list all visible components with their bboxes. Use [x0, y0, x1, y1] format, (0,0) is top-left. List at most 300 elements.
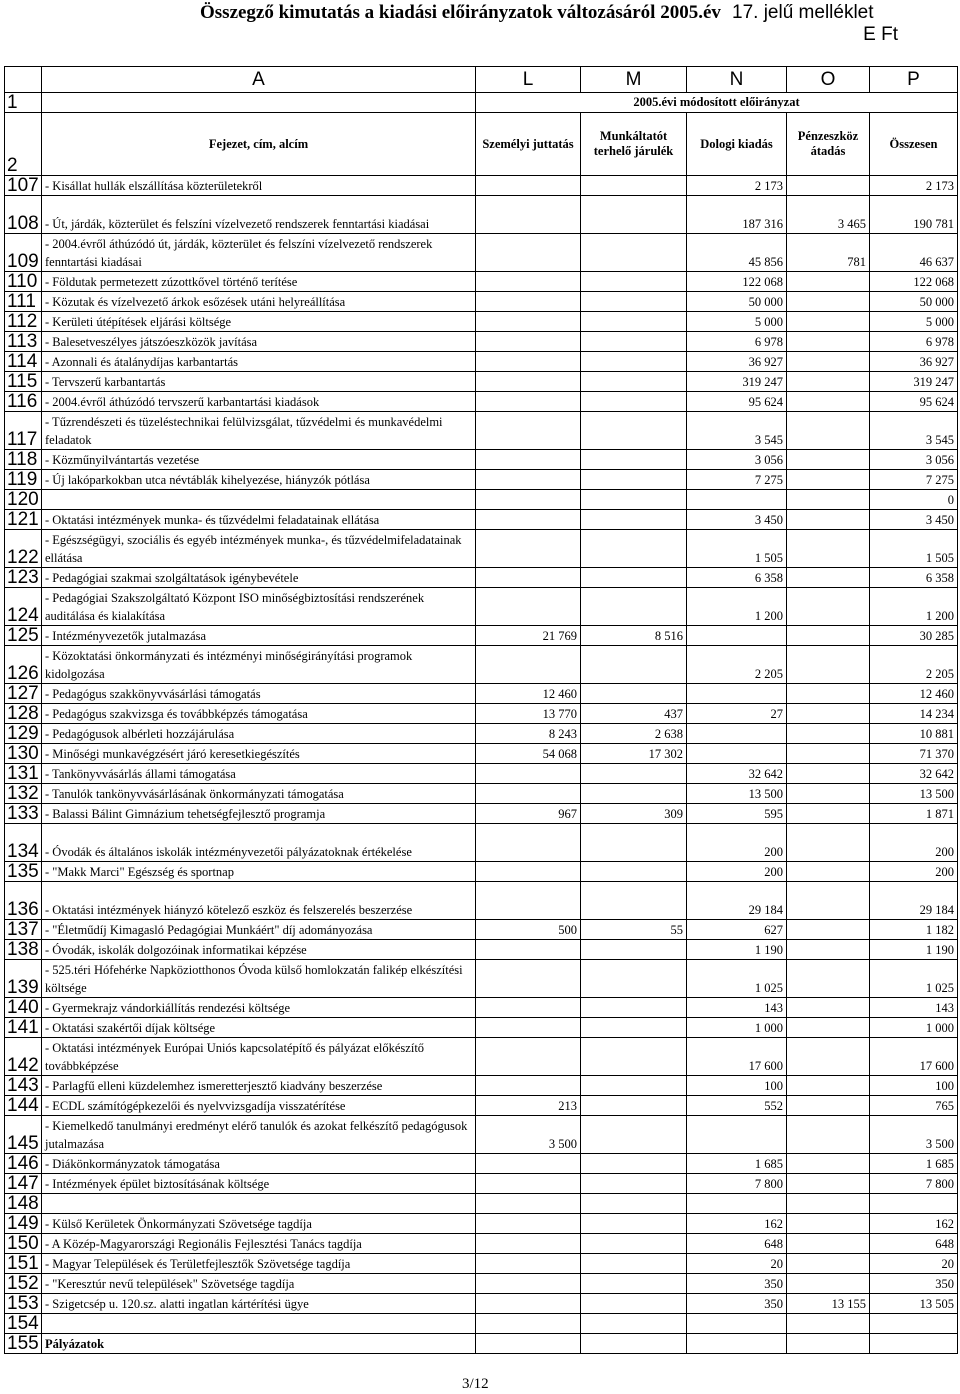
value-cell-o: [787, 646, 870, 684]
column-letter-row: [5, 67, 958, 93]
value-cell-o: 781: [787, 234, 870, 272]
value-cell-o: [787, 392, 870, 412]
value-cell-p: [870, 1314, 958, 1334]
value-cell-l: [476, 1294, 581, 1314]
table-row: [5, 272, 958, 292]
value-cell-m: [581, 352, 687, 372]
value-cell-o: [787, 684, 870, 704]
row-number: 147: [5, 1174, 42, 1194]
value-cell-m: [581, 470, 687, 490]
value-cell-l: [476, 998, 581, 1018]
value-cell-o: [787, 1334, 870, 1354]
value-cell-p: 162: [870, 1214, 958, 1234]
value-cell-n: [687, 684, 787, 704]
value-cell-m: [581, 332, 687, 352]
value-cell-p: 36 927: [870, 352, 958, 372]
band-empty-cell: [42, 93, 476, 113]
value-cell-n: 45 856: [687, 234, 787, 272]
row-number: 146: [5, 1154, 42, 1174]
value-cell-l: [476, 1254, 581, 1274]
row-number: 112: [5, 312, 42, 332]
row-number: 153: [5, 1294, 42, 1314]
value-cell-p: 1 190: [870, 940, 958, 960]
table-row: [5, 1076, 958, 1096]
value-cell-l: [476, 1314, 581, 1334]
value-cell-p: 7 800: [870, 1174, 958, 1194]
row-title: - Minőségi munkavégzésért járó keresetkiegészítés: [42, 744, 476, 764]
row-number: 139: [5, 960, 42, 998]
value-cell-m: [581, 960, 687, 998]
table-row: [5, 530, 958, 568]
value-cell-n: 29 184: [687, 882, 787, 920]
value-cell-o: [787, 1314, 870, 1334]
value-cell-m: [581, 272, 687, 292]
header-chapter: Fejezet, cím, alcím: [42, 113, 476, 176]
row-number: 124: [5, 588, 42, 626]
row-title: - "Keresztúr nevű települések" Szövetsége tagdíja: [42, 1274, 476, 1294]
value-cell-m: [581, 1076, 687, 1096]
table-row: [5, 234, 958, 272]
value-cell-o: [787, 1154, 870, 1174]
value-cell-p: 1 182: [870, 920, 958, 940]
value-cell-o: [787, 372, 870, 392]
row-number: 113: [5, 332, 42, 352]
value-cell-p: 1 025: [870, 960, 958, 998]
value-cell-p: 3 545: [870, 412, 958, 450]
value-cell-p: 20: [870, 1254, 958, 1274]
value-cell-n: 200: [687, 862, 787, 882]
value-cell-o: [787, 960, 870, 998]
table-row: [5, 1038, 958, 1076]
row-title: - 525.téri Hófehérke Napköziotthonos Óvoda külső homlokzatán falikép elkészítési költsége: [42, 960, 476, 998]
value-cell-l: [476, 332, 581, 352]
value-cell-o: 13 155: [787, 1294, 870, 1314]
value-cell-l: 213: [476, 1096, 581, 1116]
value-cell-m: [581, 1174, 687, 1194]
value-cell-p: 1 505: [870, 530, 958, 568]
value-cell-p: 190 781: [870, 196, 958, 234]
row-title: - Azonnali és átalánydíjas karbantartás: [42, 352, 476, 372]
value-cell-m: [581, 372, 687, 392]
value-cell-l: [476, 292, 581, 312]
value-cell-o: [787, 704, 870, 724]
value-cell-n: 319 247: [687, 372, 787, 392]
table-row: [5, 470, 958, 490]
value-cell-n: 3 450: [687, 510, 787, 530]
value-cell-n: 350: [687, 1274, 787, 1294]
value-cell-l: [476, 196, 581, 234]
row-title: - Intézményvezetők jutalmazása: [42, 626, 476, 646]
table-row: [5, 1314, 958, 1334]
value-cell-o: [787, 724, 870, 744]
row-title: - A Közép-Magyarországi Regionális Fejlesztési Tanács tagdíja: [42, 1234, 476, 1254]
row-title: - Egészségügyi, szociális és egyéb intézmények munka-, és tűzvédelmifeladatainak ellátása: [42, 530, 476, 568]
value-cell-p: [870, 1334, 958, 1354]
value-cell-l: [476, 940, 581, 960]
row-title: - "Életműdíj Kimagasló Pedagógiai Munkáért" díj adományozása: [42, 920, 476, 940]
row-number: 135: [5, 862, 42, 882]
value-cell-l: 500: [476, 920, 581, 940]
row-number: 107: [5, 176, 42, 196]
table-row: [5, 490, 958, 510]
value-cell-o: [787, 470, 870, 490]
value-cell-m: [581, 1214, 687, 1234]
table-row: [5, 392, 958, 412]
value-cell-l: [476, 530, 581, 568]
header-contribution: Munkáltatót terhelő járulék: [581, 113, 687, 176]
value-cell-n: 7 275: [687, 470, 787, 490]
row-number: 137: [5, 920, 42, 940]
value-cell-n: 17 600: [687, 1038, 787, 1076]
value-cell-o: [787, 1254, 870, 1274]
value-cell-n: 100: [687, 1076, 787, 1096]
value-cell-l: [476, 412, 581, 450]
value-cell-o: 3 465: [787, 196, 870, 234]
row-number: 144: [5, 1096, 42, 1116]
row-number: 121: [5, 510, 42, 530]
header-row: [5, 113, 958, 176]
row-title: - Balesetveszélyes játszóeszközök javítása: [42, 332, 476, 352]
row-number: 108: [5, 196, 42, 234]
value-cell-o: [787, 568, 870, 588]
row-number: 152: [5, 1274, 42, 1294]
value-cell-p: 6 978: [870, 332, 958, 352]
value-cell-m: [581, 412, 687, 450]
value-cell-n: 1 025: [687, 960, 787, 998]
value-cell-l: [476, 1274, 581, 1294]
column-letter-l: L: [476, 67, 581, 93]
value-cell-l: 54 068: [476, 744, 581, 764]
value-cell-p: 95 624: [870, 392, 958, 412]
column-letter-o: O: [787, 67, 870, 93]
row-title: - Pedagógusok albérleti hozzájárulása: [42, 724, 476, 744]
value-cell-o: [787, 920, 870, 940]
value-cell-l: 12 460: [476, 684, 581, 704]
value-cell-l: [476, 176, 581, 196]
row-title: - Óvodák és általános iskolák intézményvezetői pályázatoknak értékelése: [42, 824, 476, 862]
value-cell-n: [687, 626, 787, 646]
row-title: - Kisállat hullák elszállítása közterületekről: [42, 176, 476, 196]
value-cell-p: 3 500: [870, 1116, 958, 1154]
value-cell-l: [476, 1154, 581, 1174]
value-cell-o: [787, 292, 870, 312]
row-title: - Óvodák, iskolák dolgozóinak informatikai képzése: [42, 940, 476, 960]
value-cell-o: [787, 530, 870, 568]
table-row: [5, 1194, 958, 1214]
value-cell-l: 21 769: [476, 626, 581, 646]
row-title: - Gyermekrajz vándorkiállítás rendezési költsége: [42, 998, 476, 1018]
value-cell-l: [476, 352, 581, 372]
row-title: - "Makk Marci" Egészség és sportnap: [42, 862, 476, 882]
row-title: - 2004.évről áthúzódó tervszerű karbantartási kiadások: [42, 392, 476, 412]
header-total: Összesen: [870, 113, 958, 176]
value-cell-l: [476, 490, 581, 510]
table-row: [5, 1254, 958, 1274]
value-cell-p: 3 450: [870, 510, 958, 530]
value-cell-l: [476, 1194, 581, 1214]
value-cell-m: [581, 1274, 687, 1294]
table-row: [5, 862, 958, 882]
value-cell-m: [581, 824, 687, 862]
value-cell-p: 29 184: [870, 882, 958, 920]
row-number: 149: [5, 1214, 42, 1234]
value-cell-m: [581, 392, 687, 412]
value-cell-n: 20: [687, 1254, 787, 1274]
value-cell-m: [581, 646, 687, 684]
value-cell-n: [687, 490, 787, 510]
header-material: Dologi kiadás: [687, 113, 787, 176]
value-cell-o: [787, 1038, 870, 1076]
value-cell-p: 6 358: [870, 568, 958, 588]
value-cell-n: 1 685: [687, 1154, 787, 1174]
row-number: 129: [5, 724, 42, 744]
value-cell-m: [581, 764, 687, 784]
value-cell-p: 200: [870, 862, 958, 882]
table-row: [5, 196, 958, 234]
value-cell-l: 8 243: [476, 724, 581, 744]
value-cell-p: 143: [870, 998, 958, 1018]
row-title: - Pedagógus szakkönyvvásárlási támogatás: [42, 684, 476, 704]
table-row: [5, 646, 958, 684]
row-title: - Közoktatási önkormányzati és intézményi minőségirányítási programok kidolgozása: [42, 646, 476, 684]
row-title: - Intézmények épület biztosításának költsége: [42, 1174, 476, 1194]
value-cell-l: [476, 1234, 581, 1254]
row-title: [42, 1314, 476, 1334]
value-cell-m: [581, 588, 687, 626]
table-row: [5, 332, 958, 352]
table-row: [5, 1018, 958, 1038]
band-label: 2005.évi módosított előirányzat: [476, 93, 958, 113]
row-title: - Oktatási szakértői díjak költsége: [42, 1018, 476, 1038]
value-cell-p: 13 505: [870, 1294, 958, 1314]
value-cell-n: [687, 1314, 787, 1334]
row-number: 132: [5, 784, 42, 804]
row-title: - Parlagfű elleni küzdelemhez ismeretterjesztő kiadvány beszerzése: [42, 1076, 476, 1096]
value-cell-o: [787, 490, 870, 510]
value-cell-p: 50 000: [870, 292, 958, 312]
row-number: 115: [5, 372, 42, 392]
row-number: 134: [5, 824, 42, 862]
value-cell-n: 187 316: [687, 196, 787, 234]
table-row: [5, 372, 958, 392]
value-cell-l: [476, 568, 581, 588]
table-row: [5, 588, 958, 626]
value-cell-p: 17 600: [870, 1038, 958, 1076]
row-title: - Pedagógiai Szakszolgáltató Központ ISO minőségbiztosítási rendszerének auditálása és kialakítása: [42, 588, 476, 626]
value-cell-m: [581, 1314, 687, 1334]
value-cell-m: [581, 684, 687, 704]
row-title: - Közutak és vízelvezető árkok esőzések utáni helyreállítása: [42, 292, 476, 312]
row-title: - Pedagógus szakvizsga és továbbképzés támogatása: [42, 704, 476, 724]
value-cell-p: 1 871: [870, 804, 958, 824]
value-cell-o: [787, 940, 870, 960]
column-letter-a: A: [42, 67, 476, 93]
value-cell-o: [787, 626, 870, 646]
value-cell-l: [476, 312, 581, 332]
value-cell-o: [787, 882, 870, 920]
table-row: [5, 920, 958, 940]
row-title: - Kiemelkedő tanulmányi eredményt elérő tanulók és azokat felkészítő pedagógusok jutalmazása: [42, 1116, 476, 1154]
value-cell-o: [787, 1214, 870, 1234]
table-row: [5, 1154, 958, 1174]
value-cell-m: [581, 1116, 687, 1154]
value-cell-p: 1 685: [870, 1154, 958, 1174]
value-cell-m: [581, 530, 687, 568]
page-number: 3/12: [462, 1376, 489, 1392]
table-row: [5, 724, 958, 744]
value-cell-l: 3 500: [476, 1116, 581, 1154]
band-row: [5, 93, 958, 113]
column-letter-p: P: [870, 67, 958, 93]
value-cell-n: 95 624: [687, 392, 787, 412]
value-cell-l: [476, 824, 581, 862]
row-title: - Tanulók tankönyvvásárlásának önkormányzati támogatása: [42, 784, 476, 804]
table-row: [5, 1096, 958, 1116]
row-number: 125: [5, 626, 42, 646]
header-personal: Személyi juttatás: [476, 113, 581, 176]
value-cell-l: [476, 784, 581, 804]
value-cell-o: [787, 862, 870, 882]
value-cell-m: 8 516: [581, 626, 687, 646]
value-cell-o: [787, 1018, 870, 1038]
value-cell-m: [581, 176, 687, 196]
table-row: [5, 352, 958, 372]
value-cell-p: 319 247: [870, 372, 958, 392]
row-title: Pályázatok: [42, 1334, 476, 1354]
table-row: [5, 1294, 958, 1314]
row-title: - Pedagógiai szakmai szolgáltatások igénybevétele: [42, 568, 476, 588]
table-row: [5, 1174, 958, 1194]
table-row: [5, 784, 958, 804]
budget-table: [4, 66, 958, 1354]
value-cell-p: 5 000: [870, 312, 958, 332]
value-cell-m: [581, 1154, 687, 1174]
table-row: [5, 882, 958, 920]
value-cell-m: [581, 1038, 687, 1076]
row-title: - Diákönkormányzatok támogatása: [42, 1154, 476, 1174]
value-cell-n: 3 545: [687, 412, 787, 450]
value-cell-o: [787, 1234, 870, 1254]
row-title: - Magyar Települések és Területfejlesztők Szövetsége tagdíja: [42, 1254, 476, 1274]
row-number: 141: [5, 1018, 42, 1038]
value-cell-n: [687, 1116, 787, 1154]
table-row: [5, 804, 958, 824]
value-cell-o: [787, 1274, 870, 1294]
table-row: [5, 626, 958, 646]
value-cell-l: [476, 1018, 581, 1038]
row-number: 127: [5, 684, 42, 704]
value-cell-m: [581, 1334, 687, 1354]
value-cell-p: 0: [870, 490, 958, 510]
value-cell-n: 200: [687, 824, 787, 862]
value-cell-m: [581, 234, 687, 272]
row-number: 150: [5, 1234, 42, 1254]
value-cell-n: 627: [687, 920, 787, 940]
table-row: [5, 824, 958, 862]
row-number: 155: [5, 1334, 42, 1354]
row-number-header-cell: [5, 67, 42, 93]
value-cell-m: [581, 490, 687, 510]
column-letter-n: N: [687, 67, 787, 93]
row-number: 133: [5, 804, 42, 824]
value-cell-p: 71 370: [870, 744, 958, 764]
table-row: [5, 568, 958, 588]
value-cell-o: [787, 312, 870, 332]
value-cell-o: [787, 412, 870, 450]
value-cell-p: 100: [870, 1076, 958, 1096]
row-title: - Balassi Bálint Gimnázium tehetségfejlesztő programja: [42, 804, 476, 824]
value-cell-n: 595: [687, 804, 787, 824]
row-title: - 2004.évről áthúzódó út, járdák, közterület és felszíni vízelvezető rendszerek fenntartási kiadásai: [42, 234, 476, 272]
value-cell-m: [581, 312, 687, 332]
value-cell-m: [581, 292, 687, 312]
value-cell-n: 1 000: [687, 1018, 787, 1038]
value-cell-n: 2 205: [687, 646, 787, 684]
row-title: - Kerületi útépítések eljárási költsége: [42, 312, 476, 332]
header-transfer: Pénzeszköz átadás: [787, 113, 870, 176]
row-title: - ECDL számítógépkezelői és nyelvvizsgadíja visszatérítése: [42, 1096, 476, 1116]
value-cell-n: 1 190: [687, 940, 787, 960]
value-cell-o: [787, 804, 870, 824]
value-cell-o: [787, 176, 870, 196]
table-row: [5, 1234, 958, 1254]
table-row: [5, 312, 958, 332]
row-number: 128: [5, 704, 42, 724]
value-cell-n: 648: [687, 1234, 787, 1254]
value-cell-o: [787, 1174, 870, 1194]
value-cell-p: 122 068: [870, 272, 958, 292]
value-cell-l: [476, 510, 581, 530]
annex-label: 17. jelű melléklet: [732, 2, 874, 23]
value-cell-l: [476, 764, 581, 784]
row-title: - Közműnyilvántartás vezetése: [42, 450, 476, 470]
document-title: Összegző kimutatás a kiadási előirányzatok változásáról 2005.év: [200, 2, 721, 23]
value-cell-p: 1 200: [870, 588, 958, 626]
table-row: [5, 960, 958, 998]
row-title: - Út, járdák, közterület és felszíni vízelvezető rendszerek fenntartási kiadásai: [42, 196, 476, 234]
row-number: 148: [5, 1194, 42, 1214]
value-cell-p: 46 637: [870, 234, 958, 272]
value-cell-p: 13 500: [870, 784, 958, 804]
table-row: [5, 1274, 958, 1294]
table-row: [5, 176, 958, 196]
value-cell-p: 3 056: [870, 450, 958, 470]
value-cell-n: 13 500: [687, 784, 787, 804]
value-cell-m: [581, 450, 687, 470]
table-row: [5, 940, 958, 960]
row-number: 136: [5, 882, 42, 920]
value-cell-l: [476, 1076, 581, 1096]
value-cell-n: [687, 724, 787, 744]
row-title: - Új lakóparkokban utca névtáblák kihelyezése, hiányzók pótlása: [42, 470, 476, 490]
row-title: - Oktatási intézmények Európai Uniós kapcsolatépítő és pályázat előkészítő továbbképzése: [42, 1038, 476, 1076]
row-number: 130: [5, 744, 42, 764]
row-number: 116: [5, 392, 42, 412]
value-cell-n: 5 000: [687, 312, 787, 332]
value-cell-o: [787, 1096, 870, 1116]
value-cell-n: 32 642: [687, 764, 787, 784]
value-cell-o: [787, 1116, 870, 1154]
row-title: - Földutak permetezett zúzottkővel történő terítése: [42, 272, 476, 292]
table-row: [5, 704, 958, 724]
value-cell-m: [581, 940, 687, 960]
value-cell-l: [476, 272, 581, 292]
value-cell-m: 2 638: [581, 724, 687, 744]
value-cell-m: 437: [581, 704, 687, 724]
row-number: 2: [5, 113, 42, 176]
value-cell-o: [787, 1194, 870, 1214]
value-cell-l: [476, 234, 581, 272]
